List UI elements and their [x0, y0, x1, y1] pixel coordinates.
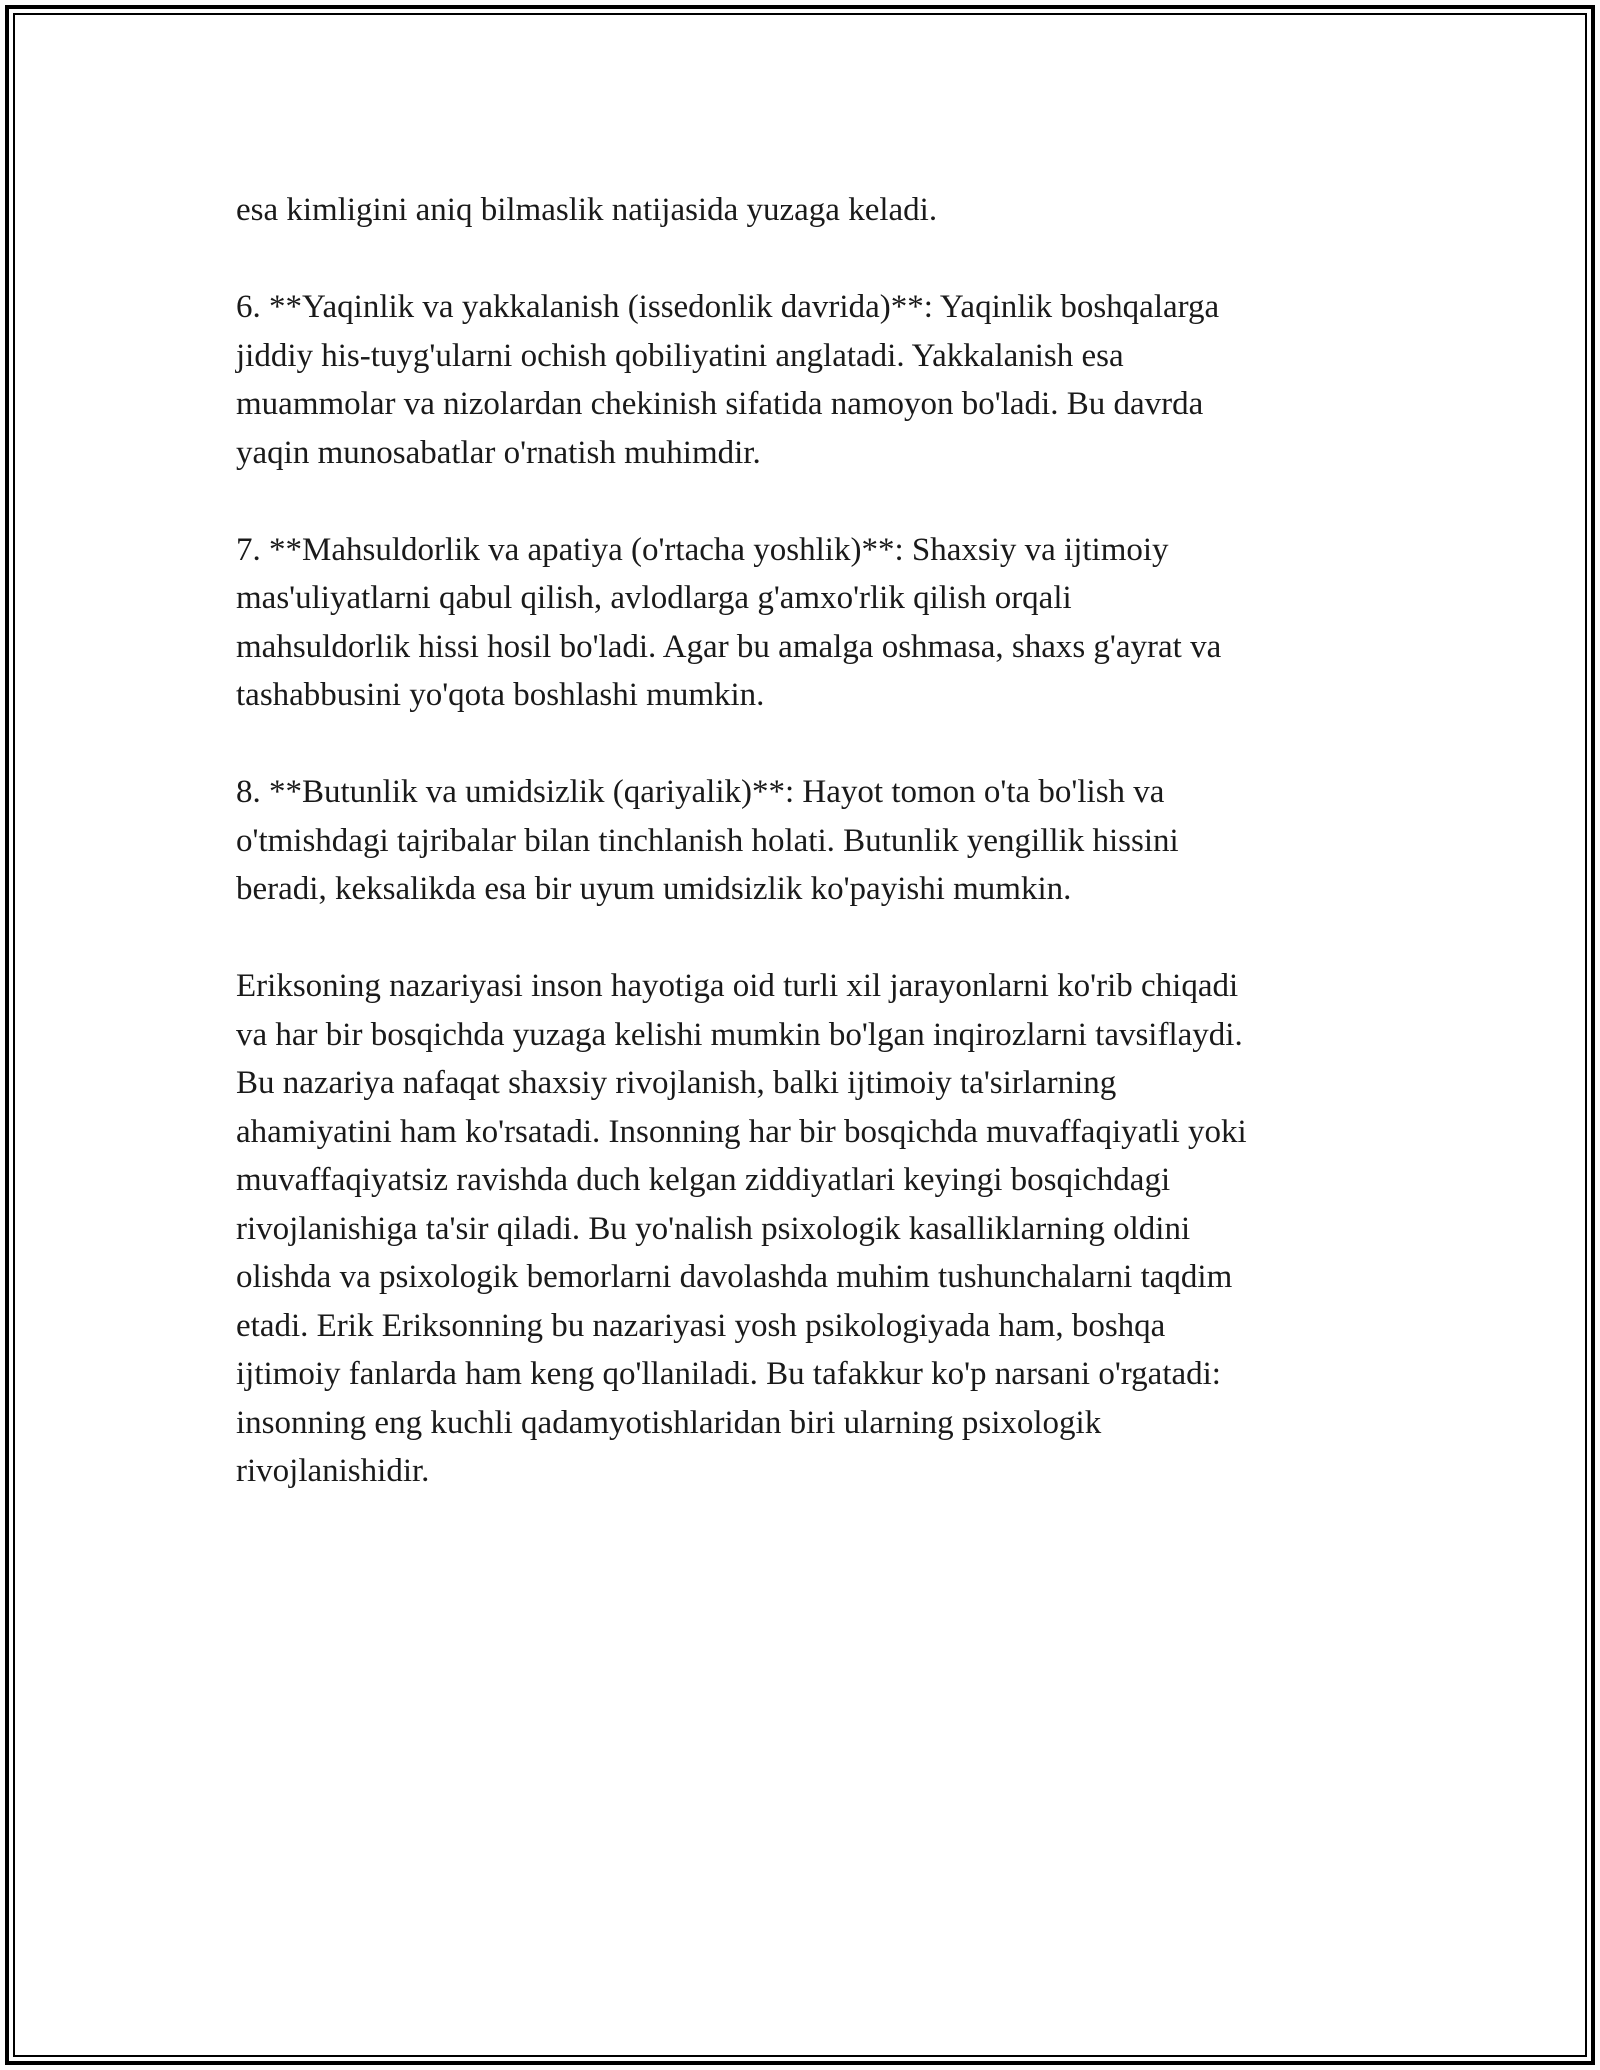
paragraph-item-8: 8. **Butunlik va umidsizlik (qariyalik)**: Hayot tomon o'ta bo'lish va o'tmishdagi tajribalar bilan tinchlanish holati. Butunlik yengillik hissini beradi, keksalikda esa bir uyum umidsizlik ko'payishi mumkin.: [236, 774, 1179, 907]
paragraph-continuation: esa kimligini aniq bilmaslik natijasida yuzaga keladi.: [236, 192, 938, 228]
paragraph-conclusion: Eriksoning nazariyasi inson hayotiga oid turli xil jarayonlarni ko'rib chiqadi va har bir bosqichda yuzaga kelishi mumkin bo'lgan inqirozlarni tavsiflaydi. Bu nazariya nafaqat shaxsiy rivojlanish, balki ijtimoiy ta'sirlarning ahamiyatini ham ko'rsatadi. Insonning har bir bosqichda muvaffaqiyatli yoki muvaffaqiyatsiz ravishda duch kelgan ziddiyatlari keyingi bosqichdagi rivojlanishiga ta'sir qiladi. Bu yo'nalish psixologik kasalliklarning oldini olishda va psixologik bemorlarni davolashda muhim tushunchalarni taqdim etadi. Erik Eriksonning bu nazariyasi yosh psikologiyada ham, boshqa ijtimoiy fanlarda ham keng qo'llaniladi. Bu tafakkur ko'p narsani o'rgatadi: insonning eng kuchli qadamyotishlaridan biri ularning psixologik rivojlanishidir.: [236, 968, 1247, 1489]
document-body: [236, 186, 1366, 1496]
paragraph-item-6: 6. **Yaqinlik va yakkalanish (issedonlik davrida)**: Yaqinlik boshqalarga jiddiy his-tuyg'ularni ochish qobiliyatini anglatadi. Yakkalanish esa muammolar va nizolardan chekinish sifatida namoyon bo'ladi. Bu davrda yaqin munosabatlar o'rnatish muhimdir.: [236, 289, 1220, 471]
paragraph-item-7: 7. **Mahsuldorlik va apatiya (o'rtacha yoshlik)**: Shaxsiy va ijtimoiy mas'uliyatlarni qabul qilish, avlodlarga g'amxo'rlik qilish orqali mahsuldorlik hissi hosil bo'ladi. Agar bu amalga oshmasa, shaxs g'ayrat va tashabbusini yo'qota boshlashi mumkin.: [236, 531, 1222, 713]
